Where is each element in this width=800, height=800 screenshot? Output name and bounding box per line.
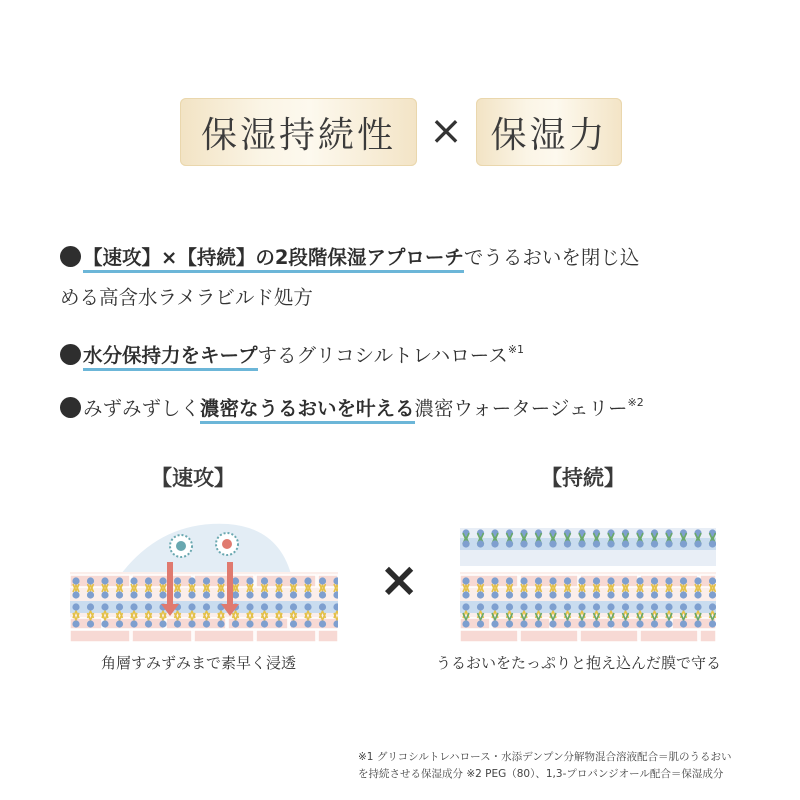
lipid-head <box>578 591 585 598</box>
lipid-head <box>520 603 527 610</box>
lipid-head <box>680 577 687 584</box>
feature-2-note: ※1 <box>507 343 525 356</box>
lipid-head <box>564 540 571 547</box>
lipid-head <box>145 591 152 598</box>
lipid-head <box>607 577 614 584</box>
lipid-head <box>462 603 469 610</box>
lipid-head <box>491 620 498 627</box>
lipid-head <box>130 591 137 598</box>
lipid-head <box>319 603 326 610</box>
lipid-head <box>607 591 614 598</box>
quick-caption: 角層すみずみまで素早く浸透 <box>101 654 297 672</box>
lipid-head <box>651 620 658 627</box>
feature-3-note: ※2 <box>627 396 644 409</box>
moisture-power-label: 保湿力 <box>490 114 608 156</box>
lipid-head <box>680 591 687 598</box>
lipid-head <box>290 591 297 598</box>
header-times-sign: × <box>429 108 463 154</box>
lasting-title: 【持続】 <box>541 466 625 490</box>
lipid-head <box>564 577 571 584</box>
lipid-head <box>593 577 600 584</box>
feature-item-2 <box>60 336 524 369</box>
lipid-head <box>665 591 672 598</box>
lipid-head <box>636 591 643 598</box>
lipid-head <box>304 603 311 610</box>
lipid-head <box>506 540 513 547</box>
lipid-head <box>145 620 152 627</box>
footnote-line-2: を持続させる保湿成分 ※2 PEG（80）、1,3-プロパンジオール配合＝保湿成分 <box>358 768 724 780</box>
lipid-head <box>159 591 166 598</box>
lipid-head <box>506 603 513 610</box>
lipid-head <box>203 577 210 584</box>
lipid-head <box>680 620 687 627</box>
lipid-head <box>593 540 600 547</box>
feature-item-1-continued <box>60 284 313 311</box>
lipid-head <box>622 540 629 547</box>
lipid-head <box>203 591 210 598</box>
lipid-head <box>188 591 195 598</box>
lipid-head <box>116 591 123 598</box>
lipid-head <box>462 577 469 584</box>
lipid-head <box>636 577 643 584</box>
lipid-head <box>593 591 600 598</box>
lipid-head <box>188 577 195 584</box>
lipid-head <box>477 540 484 547</box>
lipid-head <box>462 620 469 627</box>
lipid-head <box>159 620 166 627</box>
quick-title: 【速攻】 <box>151 466 235 490</box>
lipid-head <box>694 620 701 627</box>
lipid-head <box>261 591 268 598</box>
lipid-head <box>232 620 239 627</box>
lipid-head <box>535 540 542 547</box>
lipid-head <box>578 540 585 547</box>
lipid-head <box>622 620 629 627</box>
lipid-head <box>145 603 152 610</box>
feature-2-text: するグリコシルトレハロース <box>257 344 508 367</box>
lipid-head <box>101 577 108 584</box>
lipid-head <box>520 591 527 598</box>
lipid-head <box>87 620 94 627</box>
lipid-head <box>564 603 571 610</box>
lipid-head <box>477 577 484 584</box>
lipid-head <box>174 591 181 598</box>
lipid-head <box>709 620 716 627</box>
lipid-head <box>304 577 311 584</box>
lipid-head <box>72 591 79 598</box>
lipid-head <box>622 591 629 598</box>
footnote-line-1: ※1 グリコシルトレハロース・水添デンプン分解物混合溶液配合＝肌のうるおい <box>358 751 732 763</box>
lipid-head <box>477 591 484 598</box>
lipid-head <box>246 620 253 627</box>
lipid-head <box>520 540 527 547</box>
lipid-head <box>709 540 716 547</box>
lipid-head <box>130 577 137 584</box>
lipid-head <box>694 591 701 598</box>
lipid-head <box>651 603 658 610</box>
lipid-head <box>275 603 282 610</box>
lipid-head <box>651 591 658 598</box>
lipid-head <box>174 577 181 584</box>
lasting-caption: うるおいをたっぷりと抱え込んだ膜で守る <box>436 654 722 672</box>
lipid-head <box>462 540 469 547</box>
lipid-head <box>535 620 542 627</box>
lipid-head <box>319 591 326 598</box>
moisture-power-pill <box>476 98 622 166</box>
feature-3-text: 濃密ウォータージェリー <box>414 397 628 420</box>
lipid-head <box>593 603 600 610</box>
feature-1-highlight: 【速攻】×【持続】の2段階保湿アプローチ <box>83 246 464 273</box>
lasting-film-illustration <box>460 520 716 645</box>
lipid-head <box>491 603 498 610</box>
lipid-head <box>462 591 469 598</box>
feature-3-lead: みずみずしく <box>83 397 201 420</box>
lipid-head <box>246 577 253 584</box>
lipid-head <box>535 577 542 584</box>
lipid-head <box>491 540 498 547</box>
lipid-head <box>680 603 687 610</box>
lipid-head <box>622 603 629 610</box>
lipid-head <box>290 603 297 610</box>
lipid-head <box>549 577 556 584</box>
lipid-head <box>72 620 79 627</box>
lipid-head <box>607 620 614 627</box>
lipid-head <box>101 603 108 610</box>
header <box>0 98 800 168</box>
lipid-head <box>304 620 311 627</box>
quick-penetration-illustration <box>70 520 338 645</box>
lipid-head <box>549 540 556 547</box>
lipid-head <box>116 620 123 627</box>
lipid-head <box>694 540 701 547</box>
lipid-head <box>564 591 571 598</box>
feature-item-3 <box>60 389 644 422</box>
lipid-head <box>159 577 166 584</box>
lipid-head <box>217 591 224 598</box>
lipid-head <box>217 577 224 584</box>
lipid-head <box>87 603 94 610</box>
lipid-head <box>72 603 79 610</box>
lipid-head <box>636 540 643 547</box>
lipid-head <box>246 591 253 598</box>
lipid-head <box>694 577 701 584</box>
lipid-head <box>116 577 123 584</box>
lipid-head <box>506 591 513 598</box>
lipid-head <box>651 540 658 547</box>
footnote <box>358 749 731 783</box>
lipid-head <box>709 591 716 598</box>
moisture-duration-pill <box>180 98 417 166</box>
feature-1-text-cont: める高含水ラメラビルド処方 <box>60 286 313 309</box>
lipid-head <box>549 591 556 598</box>
lipid-head <box>680 540 687 547</box>
lipid-head <box>87 577 94 584</box>
lipid-head <box>636 620 643 627</box>
lipid-head <box>607 603 614 610</box>
lipid-head <box>564 620 571 627</box>
feature-1-text: でうるおいを閉じ込 <box>463 246 640 269</box>
lipid-head <box>535 591 542 598</box>
lipid-head <box>491 591 498 598</box>
feature-item-1 <box>60 244 639 271</box>
lipid-head <box>87 591 94 598</box>
lipid-head <box>709 603 716 610</box>
lipid-head <box>319 577 326 584</box>
lipid-head <box>506 577 513 584</box>
feature-3-highlight: 濃密なうるおいを叶える <box>200 397 415 424</box>
lipid-head <box>145 577 152 584</box>
feature-2-highlight: 水分保持力をキープ <box>83 344 258 371</box>
lipid-head <box>275 620 282 627</box>
lipid-head <box>203 620 210 627</box>
lipid-head <box>709 577 716 584</box>
lipid-head <box>665 603 672 610</box>
moisture-duration-label: 保湿持続性 <box>200 114 396 156</box>
lipid-head <box>651 577 658 584</box>
lipid-head <box>607 540 614 547</box>
lipid-head <box>491 577 498 584</box>
lipid-head <box>188 620 195 627</box>
lipid-head <box>174 620 181 627</box>
lipid-head <box>477 620 484 627</box>
lipid-head <box>261 620 268 627</box>
lipid-head <box>520 620 527 627</box>
lipid-head <box>549 620 556 627</box>
lipid-head <box>535 603 542 610</box>
lipid-head <box>246 603 253 610</box>
lipid-head <box>578 577 585 584</box>
lipid-head <box>665 577 672 584</box>
lipid-head <box>636 603 643 610</box>
lipid-head <box>694 603 701 610</box>
lipid-head <box>130 603 137 610</box>
lipid-head <box>622 577 629 584</box>
lipid-head <box>130 620 137 627</box>
lipid-head <box>101 620 108 627</box>
diagram-times-sign: × <box>379 552 420 608</box>
lipid-head <box>290 620 297 627</box>
lipid-head <box>116 603 123 610</box>
lipid-head <box>549 603 556 610</box>
lipid-head <box>101 591 108 598</box>
bullet-dot-icon <box>60 344 81 365</box>
lipid-head <box>290 577 297 584</box>
lipid-head <box>261 577 268 584</box>
lipid-head <box>578 620 585 627</box>
lipid-head <box>506 620 513 627</box>
lipid-head <box>665 540 672 547</box>
lipid-head <box>477 603 484 610</box>
lipid-head <box>275 591 282 598</box>
lipid-head <box>665 620 672 627</box>
lipid-head <box>319 620 326 627</box>
lipid-head <box>261 603 268 610</box>
lipid-head <box>593 620 600 627</box>
lipid-head <box>203 603 210 610</box>
lipid-head <box>217 620 224 627</box>
bullet-dot-icon <box>60 246 81 267</box>
lipid-head <box>188 603 195 610</box>
lipid-head <box>275 577 282 584</box>
bullet-dot-icon <box>60 397 81 418</box>
droplet-dome <box>118 524 292 578</box>
lipid-head <box>578 603 585 610</box>
lipid-head <box>72 577 79 584</box>
lipid-head <box>304 591 311 598</box>
lipid-head <box>520 577 527 584</box>
